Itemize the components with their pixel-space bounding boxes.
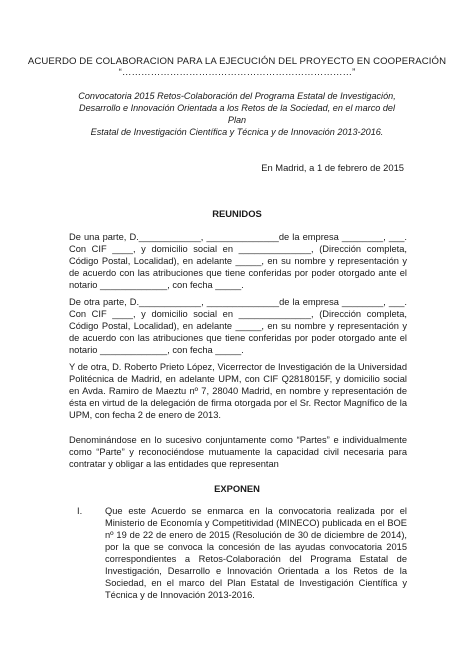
project-name-placeholder: “………………………………………………………………” <box>118 67 356 78</box>
place-date: En Madrid, a 1 de febrero de 2015 <box>261 162 404 173</box>
section-heading-exponen: EXPONEN <box>214 483 260 494</box>
list-marker: I. <box>77 506 83 516</box>
paragraph-upm-party: Y de otra, D. Roberto Prieto López, Vicerrector de Investigación de la Universidad Politécnica de Madrid, en adelante UPM, con CIF Q2818015F, y domicilio social en Avda. Ramiro de Maeztu nº 7, 28040 Madrid, en nombre y representación de ésta en virtud de la delegación de firma otorgada por el Sr. Rector Magnífico de la UPM, con fecha 2 de enero de 2013. <box>69 362 407 420</box>
call-description-line-2: Desarrollo e Innovación Orientada a los Retos de la Sociedad, en el marco del Plan <box>79 103 395 125</box>
document-title: ACUERDO DE COLABORACION PARA LA EJECUCIÓN DEL PROYECTO EN COOPERACIÓN <box>27 56 447 67</box>
paragraph-denomination: Denominándose en lo sucesivo conjuntamente como “Partes” e individualmente como “Parte” y reconociéndose mutuamente la capacidad civil necesaria para contratar y obligar a las entidades que representan <box>69 435 407 469</box>
call-description <box>70 90 404 138</box>
paragraph-first-party: De una parte, D.____________, ______________de la empresa ________, ___. Con CIF ____, y domicilio social en ______________, (Dirección completa, Código Postal, Localidad), en adelante _____, en su nombre y representación y de acuerdo con las atribuciones que tiene conferidas por poder otorgado ante el notario _____________, con fecha _____. <box>69 232 407 290</box>
list-item-text: Que este Acuerdo se enmarca en la convocatoria realizada por el Ministerio de Economía y Competitividad (MINECO) publicada en el BOE nº 19 de 22 de enero de 2015 (Resolución de 30 de diciembre de 2014), por la que se convoca la concesión de las ayudas convocatoria 2015 correspondientes a Retos-Colaboración del Programa Estatal de Investigación, Desarrollo e Innovación Orientada a los Retos de la Sociedad, en el marco del Plan Estatal de Investigación Científica y Técnica y de Innovación 2013-2016. <box>105 506 407 600</box>
call-description-line-1: Convocatoria 2015 Retos-Colaboración del Programa Estatal de Investigación, <box>78 91 396 101</box>
section-heading-reunidos: REUNIDOS <box>212 208 262 219</box>
paragraph-second-party: De otra parte, D.____________, ______________de la empresa ________, ___. Con CIF ____, y domicilio social en ______________, (Dirección completa, Código Postal, Localidad), en adelante _____, en su nombre y representación y de acuerdo con las atribuciones que tiene conferidas por poder otorgado ante el notario _____________, con fecha _____. <box>69 297 407 355</box>
call-description-line-3: Estatal de Investigación Científica y Técnica y de Innovación 2013-2016. <box>90 127 384 137</box>
